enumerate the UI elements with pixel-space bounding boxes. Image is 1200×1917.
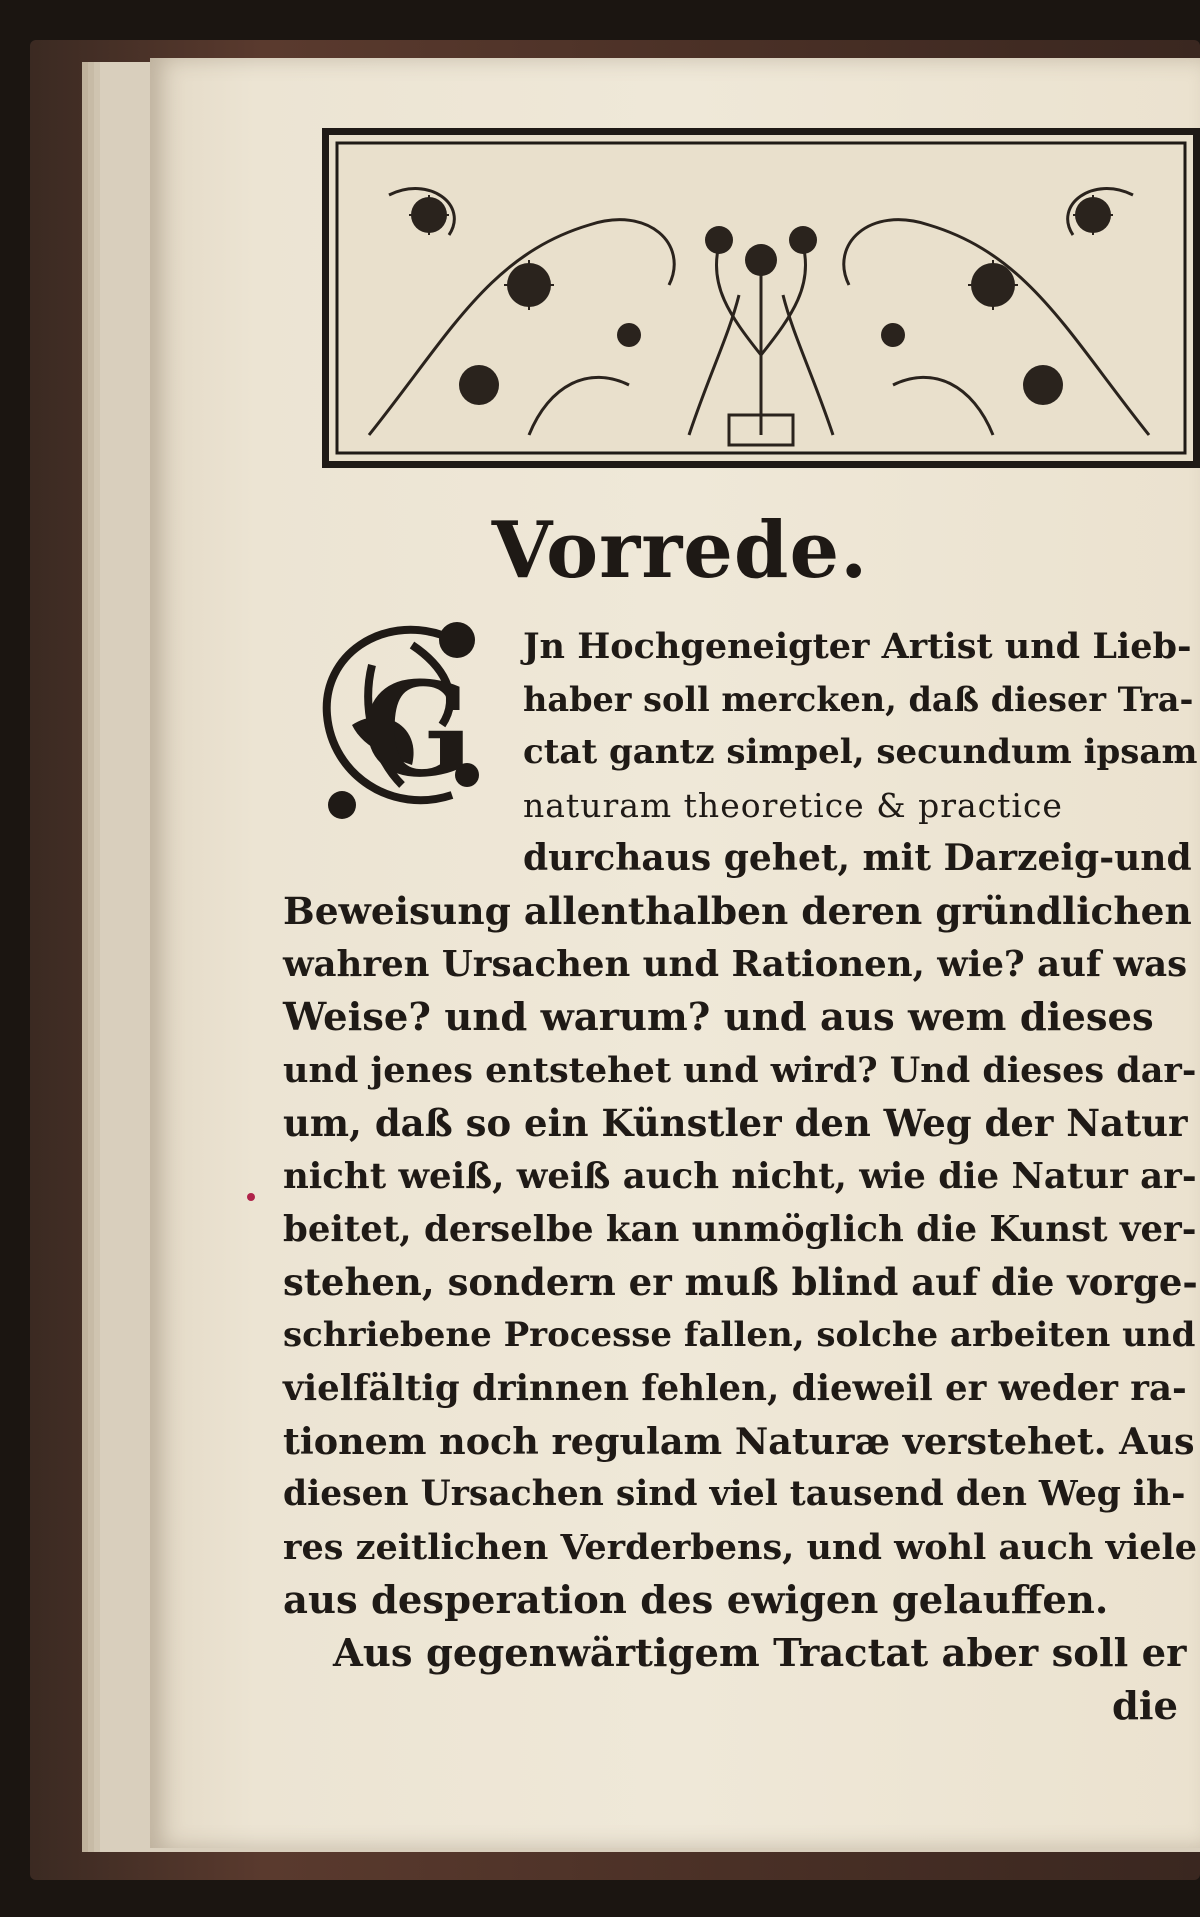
page-title: Vorrede. (491, 505, 869, 596)
text-line: Beweisung allenthalben deren gründlichen (283, 889, 1192, 933)
text-line: schriebene Processe fallen, solche arbeiten und (283, 1315, 1196, 1355)
text-line: haber soll mercken, daß dieser Tra- (523, 680, 1194, 719)
catchword: die (1111, 1684, 1178, 1729)
body-text (283, 620, 1198, 1733)
text-line: aus desperation des ewigen gelauffen. (283, 1578, 1109, 1623)
text-line: wahren Ursachen und Rationen, wie? auf was (283, 944, 1188, 985)
text-line: durchaus gehet, mit Darzeig-und (523, 837, 1192, 879)
red-ink-mark (247, 1193, 255, 1201)
text-line: Jn Hochgeneigter Artist und Lieb- (523, 626, 1192, 667)
initial-letter: G (362, 653, 474, 806)
text-line: vielfältig drinnen fehlen, dieweil er weder ra- (283, 1368, 1187, 1409)
text-line: diesen Ursachen sind viel tausend den Weg ih- (283, 1474, 1186, 1514)
text-line: nicht weiß, weiß auch nicht, wie die Natur ar- (283, 1156, 1197, 1197)
text-line: naturam theoretice & practice (523, 786, 1063, 825)
text-line: Aus gegenwärtigem Tractat aber soll er (333, 1631, 1187, 1676)
text-line: ctat gantz simpel, secundum ipsam (523, 732, 1198, 772)
text-line: res zeitlichen Verderbens, und wohl auch viele (283, 1527, 1198, 1568)
text-line: beitet, derselbe kan unmöglich die Kunst ver- (283, 1209, 1197, 1250)
text-line: Weise? und warum? und aus wem dieses (283, 995, 1154, 1040)
text-line: tionem noch regulam Naturæ verstehet. Aus (283, 1420, 1195, 1463)
floral-ornament-icon (329, 135, 1193, 461)
ornamental-headpiece (322, 128, 1200, 468)
text-line: stehen, sondern er muß blind auf die vorge- (283, 1260, 1198, 1304)
text-line: und jenes entstehet und wird? Und dieses dar- (283, 1050, 1197, 1091)
text-line: um, daß so ein Künstler den Weg der Natur (283, 1101, 1188, 1145)
